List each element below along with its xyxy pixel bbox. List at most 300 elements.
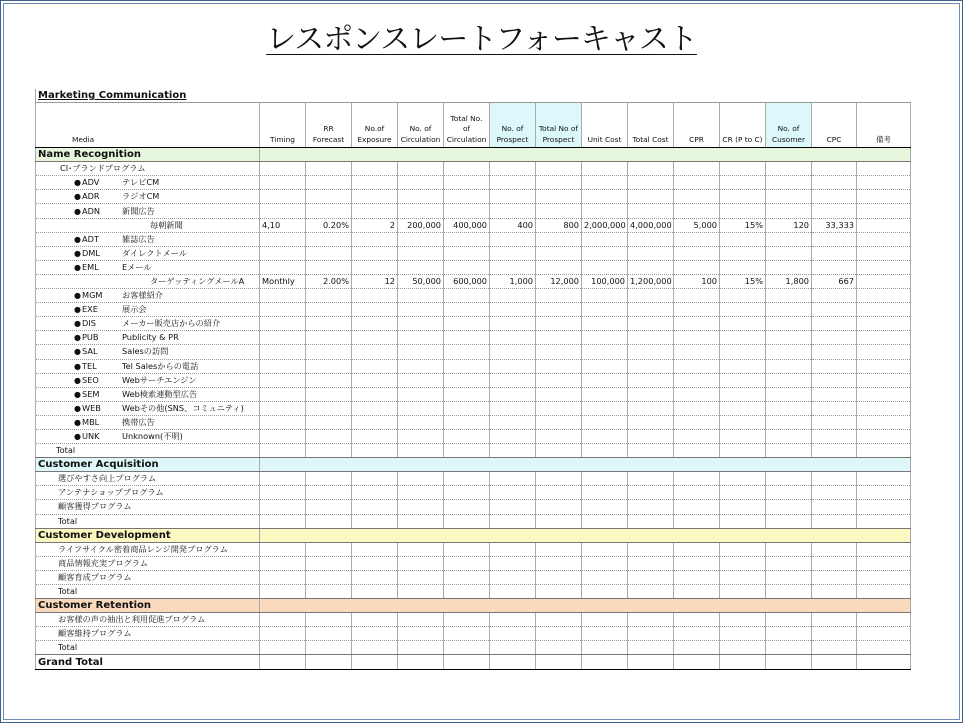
cell[interactable] (260, 570, 306, 584)
cell[interactable] (582, 260, 628, 274)
cell[interactable] (674, 613, 720, 627)
cell[interactable] (444, 232, 490, 246)
cell[interactable] (260, 331, 306, 345)
cell[interactable] (260, 176, 306, 190)
cell[interactable] (536, 317, 582, 331)
cell[interactable] (857, 162, 911, 176)
cell[interactable] (444, 486, 490, 500)
cell[interactable] (628, 613, 674, 627)
cell[interactable] (674, 415, 720, 429)
cell[interactable] (306, 303, 352, 317)
cell[interactable] (306, 345, 352, 359)
cell[interactable] (260, 260, 306, 274)
cell[interactable] (812, 246, 857, 260)
cell[interactable] (674, 373, 720, 387)
cell[interactable] (628, 246, 674, 260)
cell[interactable] (352, 232, 398, 246)
cell[interactable] (812, 429, 857, 443)
cell[interactable] (352, 303, 398, 317)
cell[interactable] (812, 556, 857, 570)
cell[interactable] (812, 486, 857, 500)
cell[interactable] (720, 204, 766, 218)
cell[interactable] (812, 331, 857, 345)
cell[interactable] (628, 317, 674, 331)
cell[interactable] (628, 289, 674, 303)
cell[interactable] (674, 500, 720, 514)
cell[interactable] (628, 486, 674, 500)
cell[interactable] (490, 542, 536, 556)
cell[interactable] (720, 429, 766, 443)
cell[interactable] (857, 500, 911, 514)
cell[interactable] (260, 345, 306, 359)
cell[interactable] (536, 232, 582, 246)
cell[interactable] (857, 331, 911, 345)
cell[interactable] (628, 444, 674, 458)
cell[interactable] (444, 190, 490, 204)
cell[interactable] (444, 429, 490, 443)
cell[interactable] (398, 542, 444, 556)
cell[interactable] (812, 472, 857, 486)
cell[interactable] (812, 359, 857, 373)
cell[interactable] (582, 429, 628, 443)
cell[interactable] (306, 401, 352, 415)
cell[interactable] (720, 232, 766, 246)
cell[interactable] (306, 246, 352, 260)
cell[interactable] (812, 303, 857, 317)
cell[interactable] (674, 514, 720, 528)
cell[interactable] (674, 204, 720, 218)
cell[interactable] (260, 500, 306, 514)
cell[interactable] (766, 627, 812, 641)
cell[interactable] (536, 641, 582, 655)
cell[interactable] (628, 429, 674, 443)
cell[interactable] (490, 190, 536, 204)
cell[interactable] (720, 345, 766, 359)
cell[interactable] (398, 345, 444, 359)
cell[interactable] (490, 359, 536, 373)
cell[interactable] (812, 260, 857, 274)
cell[interactable] (582, 359, 628, 373)
cell[interactable] (766, 444, 812, 458)
cell[interactable]: 5,000 (674, 218, 720, 232)
cell[interactable] (398, 232, 444, 246)
cell[interactable] (352, 472, 398, 486)
cell[interactable] (260, 317, 306, 331)
cell[interactable] (536, 162, 582, 176)
cell[interactable] (536, 289, 582, 303)
cell[interactable] (582, 289, 628, 303)
cell[interactable] (398, 655, 444, 669)
cell[interactable] (398, 317, 444, 331)
cell[interactable] (536, 415, 582, 429)
cell[interactable] (766, 415, 812, 429)
cell[interactable] (720, 359, 766, 373)
cell[interactable] (766, 472, 812, 486)
cell[interactable] (490, 627, 536, 641)
cell[interactable] (857, 190, 911, 204)
cell[interactable] (628, 387, 674, 401)
cell[interactable] (490, 444, 536, 458)
cell[interactable]: 667 (812, 274, 857, 288)
cell[interactable] (260, 514, 306, 528)
cell[interactable] (857, 373, 911, 387)
cell[interactable] (398, 641, 444, 655)
cell[interactable] (536, 373, 582, 387)
cell[interactable] (582, 570, 628, 584)
cell[interactable] (766, 556, 812, 570)
cell[interactable] (857, 444, 911, 458)
cell[interactable] (444, 303, 490, 317)
cell[interactable] (812, 204, 857, 218)
cell[interactable] (444, 556, 490, 570)
cell[interactable] (766, 387, 812, 401)
cell[interactable] (766, 429, 812, 443)
cell[interactable] (674, 317, 720, 331)
cell[interactable] (260, 359, 306, 373)
cell[interactable] (857, 556, 911, 570)
cell[interactable] (444, 204, 490, 218)
cell[interactable] (674, 303, 720, 317)
cell[interactable] (398, 190, 444, 204)
cell[interactable] (766, 500, 812, 514)
cell[interactable] (720, 373, 766, 387)
cell[interactable] (536, 627, 582, 641)
cell[interactable] (260, 472, 306, 486)
cell[interactable] (352, 444, 398, 458)
cell[interactable] (720, 190, 766, 204)
cell[interactable] (857, 204, 911, 218)
cell[interactable] (720, 655, 766, 669)
cell[interactable] (720, 289, 766, 303)
cell[interactable] (490, 514, 536, 528)
cell[interactable] (490, 162, 536, 176)
cell[interactable] (857, 472, 911, 486)
cell[interactable] (674, 176, 720, 190)
cell[interactable] (536, 500, 582, 514)
cell[interactable] (490, 613, 536, 627)
cell[interactable] (720, 444, 766, 458)
cell[interactable] (674, 331, 720, 345)
cell[interactable] (766, 232, 812, 246)
cell[interactable] (674, 486, 720, 500)
cell[interactable] (260, 585, 306, 599)
cell[interactable] (812, 613, 857, 627)
cell[interactable] (766, 359, 812, 373)
cell[interactable] (628, 345, 674, 359)
cell[interactable] (352, 641, 398, 655)
cell[interactable] (260, 190, 306, 204)
cell[interactable] (812, 190, 857, 204)
cell[interactable] (306, 289, 352, 303)
cell[interactable] (352, 387, 398, 401)
cell[interactable] (490, 260, 536, 274)
cell[interactable]: 4,10 (260, 218, 306, 232)
cell[interactable] (306, 542, 352, 556)
cell[interactable] (260, 387, 306, 401)
cell[interactable] (352, 317, 398, 331)
cell[interactable] (582, 190, 628, 204)
cell[interactable] (857, 303, 911, 317)
cell[interactable] (674, 570, 720, 584)
cell[interactable] (582, 542, 628, 556)
cell[interactable] (444, 500, 490, 514)
cell[interactable]: 33,333 (812, 218, 857, 232)
cell[interactable] (674, 260, 720, 274)
cell[interactable] (260, 627, 306, 641)
cell[interactable] (398, 204, 444, 218)
cell[interactable] (812, 345, 857, 359)
cell[interactable]: 2.00% (306, 274, 352, 288)
cell[interactable] (536, 387, 582, 401)
cell[interactable] (306, 190, 352, 204)
cell[interactable] (674, 655, 720, 669)
cell[interactable] (674, 627, 720, 641)
cell[interactable] (306, 444, 352, 458)
cell[interactable] (352, 176, 398, 190)
cell[interactable] (582, 373, 628, 387)
cell[interactable]: 15% (720, 274, 766, 288)
cell[interactable] (812, 500, 857, 514)
cell[interactable] (398, 514, 444, 528)
cell[interactable] (536, 444, 582, 458)
cell[interactable] (398, 359, 444, 373)
cell[interactable] (720, 472, 766, 486)
cell[interactable] (628, 655, 674, 669)
cell[interactable] (444, 472, 490, 486)
cell[interactable] (490, 486, 536, 500)
cell[interactable] (582, 246, 628, 260)
cell[interactable] (444, 570, 490, 584)
cell[interactable] (444, 373, 490, 387)
cell[interactable] (812, 162, 857, 176)
cell[interactable] (720, 246, 766, 260)
cell[interactable] (720, 415, 766, 429)
cell[interactable] (766, 401, 812, 415)
cell[interactable]: 400 (490, 218, 536, 232)
cell[interactable] (628, 176, 674, 190)
cell[interactable] (857, 613, 911, 627)
cell[interactable] (398, 585, 444, 599)
cell[interactable] (582, 613, 628, 627)
cell[interactable] (352, 542, 398, 556)
cell[interactable] (536, 542, 582, 556)
cell[interactable] (306, 260, 352, 274)
cell[interactable] (306, 176, 352, 190)
cell[interactable] (398, 444, 444, 458)
cell[interactable] (766, 317, 812, 331)
cell[interactable] (766, 585, 812, 599)
cell[interactable] (490, 232, 536, 246)
cell[interactable] (260, 246, 306, 260)
cell[interactable] (536, 486, 582, 500)
cell[interactable] (582, 627, 628, 641)
cell[interactable] (444, 444, 490, 458)
cell[interactable] (857, 317, 911, 331)
cell[interactable] (490, 500, 536, 514)
cell[interactable] (398, 260, 444, 274)
cell[interactable] (260, 556, 306, 570)
cell[interactable]: 800 (536, 218, 582, 232)
cell[interactable] (628, 303, 674, 317)
cell[interactable] (444, 331, 490, 345)
cell[interactable] (674, 359, 720, 373)
cell[interactable] (398, 373, 444, 387)
cell[interactable] (674, 444, 720, 458)
cell[interactable] (812, 570, 857, 584)
cell[interactable] (536, 331, 582, 345)
cell[interactable] (582, 472, 628, 486)
cell[interactable] (674, 190, 720, 204)
cell[interactable] (306, 162, 352, 176)
cell[interactable] (582, 655, 628, 669)
cell[interactable] (490, 401, 536, 415)
cell[interactable] (766, 176, 812, 190)
cell[interactable] (490, 556, 536, 570)
cell[interactable] (352, 570, 398, 584)
cell[interactable] (812, 542, 857, 556)
cell[interactable] (720, 556, 766, 570)
cell[interactable] (260, 641, 306, 655)
cell[interactable] (857, 641, 911, 655)
cell[interactable] (536, 176, 582, 190)
cell[interactable] (444, 359, 490, 373)
cell[interactable] (674, 232, 720, 246)
cell[interactable] (444, 613, 490, 627)
cell[interactable] (766, 655, 812, 669)
cell[interactable] (857, 274, 911, 288)
cell[interactable] (536, 429, 582, 443)
cell[interactable] (306, 641, 352, 655)
cell[interactable] (398, 331, 444, 345)
cell[interactable] (582, 444, 628, 458)
cell[interactable]: 2 (352, 218, 398, 232)
cell[interactable] (720, 486, 766, 500)
cell[interactable] (857, 429, 911, 443)
cell[interactable] (720, 162, 766, 176)
cell[interactable] (536, 585, 582, 599)
cell[interactable] (352, 627, 398, 641)
cell[interactable] (352, 260, 398, 274)
cell[interactable] (857, 655, 911, 669)
cell[interactable] (398, 401, 444, 415)
cell[interactable] (398, 289, 444, 303)
cell[interactable] (444, 514, 490, 528)
cell[interactable] (398, 556, 444, 570)
cell[interactable] (352, 359, 398, 373)
cell[interactable] (352, 415, 398, 429)
cell[interactable]: 200,000 (398, 218, 444, 232)
cell[interactable] (536, 190, 582, 204)
cell[interactable] (582, 401, 628, 415)
cell[interactable] (628, 500, 674, 514)
cell[interactable] (536, 246, 582, 260)
cell[interactable] (674, 542, 720, 556)
cell[interactable] (398, 415, 444, 429)
cell[interactable] (444, 162, 490, 176)
cell[interactable] (857, 486, 911, 500)
cell[interactable] (306, 317, 352, 331)
cell[interactable] (490, 176, 536, 190)
cell[interactable] (306, 585, 352, 599)
cell[interactable]: 600,000 (444, 274, 490, 288)
cell[interactable] (306, 204, 352, 218)
cell[interactable] (582, 176, 628, 190)
cell[interactable] (536, 260, 582, 274)
cell[interactable] (352, 556, 398, 570)
cell[interactable] (720, 514, 766, 528)
cell[interactable] (857, 359, 911, 373)
cell[interactable]: 12 (352, 274, 398, 288)
cell[interactable] (444, 317, 490, 331)
cell[interactable] (857, 570, 911, 584)
cell[interactable] (857, 585, 911, 599)
cell[interactable] (857, 514, 911, 528)
cell[interactable] (398, 613, 444, 627)
cell[interactable] (582, 641, 628, 655)
cell[interactable] (444, 641, 490, 655)
cell[interactable] (306, 514, 352, 528)
cell[interactable] (398, 303, 444, 317)
cell[interactable] (490, 373, 536, 387)
cell[interactable] (306, 415, 352, 429)
cell[interactable] (766, 542, 812, 556)
cell[interactable] (398, 627, 444, 641)
cell[interactable]: 12,000 (536, 274, 582, 288)
cell[interactable] (674, 162, 720, 176)
cell[interactable]: 100,000 (582, 274, 628, 288)
cell[interactable] (720, 303, 766, 317)
cell[interactable] (857, 246, 911, 260)
cell[interactable] (490, 303, 536, 317)
cell[interactable] (306, 627, 352, 641)
cell[interactable] (812, 514, 857, 528)
cell[interactable] (444, 387, 490, 401)
cell[interactable] (260, 429, 306, 443)
cell[interactable] (720, 613, 766, 627)
cell[interactable] (720, 176, 766, 190)
cell[interactable] (536, 359, 582, 373)
cell[interactable] (260, 486, 306, 500)
cell[interactable] (628, 514, 674, 528)
cell[interactable] (490, 331, 536, 345)
cell[interactable] (582, 486, 628, 500)
cell[interactable] (582, 204, 628, 218)
cell[interactable] (628, 190, 674, 204)
cell[interactable] (306, 429, 352, 443)
cell[interactable] (628, 232, 674, 246)
cell[interactable] (857, 289, 911, 303)
cell[interactable] (720, 627, 766, 641)
cell[interactable] (352, 345, 398, 359)
cell[interactable] (720, 317, 766, 331)
cell[interactable] (352, 162, 398, 176)
cell[interactable] (260, 613, 306, 627)
cell[interactable]: 100 (674, 274, 720, 288)
cell[interactable] (857, 345, 911, 359)
cell[interactable] (536, 303, 582, 317)
cell[interactable] (398, 162, 444, 176)
cell[interactable] (674, 429, 720, 443)
cell[interactable] (444, 345, 490, 359)
cell[interactable] (812, 373, 857, 387)
cell[interactable] (490, 472, 536, 486)
cell[interactable] (766, 331, 812, 345)
cell[interactable] (352, 613, 398, 627)
cell[interactable] (857, 627, 911, 641)
cell[interactable] (766, 486, 812, 500)
cell[interactable] (352, 246, 398, 260)
cell[interactable] (857, 176, 911, 190)
